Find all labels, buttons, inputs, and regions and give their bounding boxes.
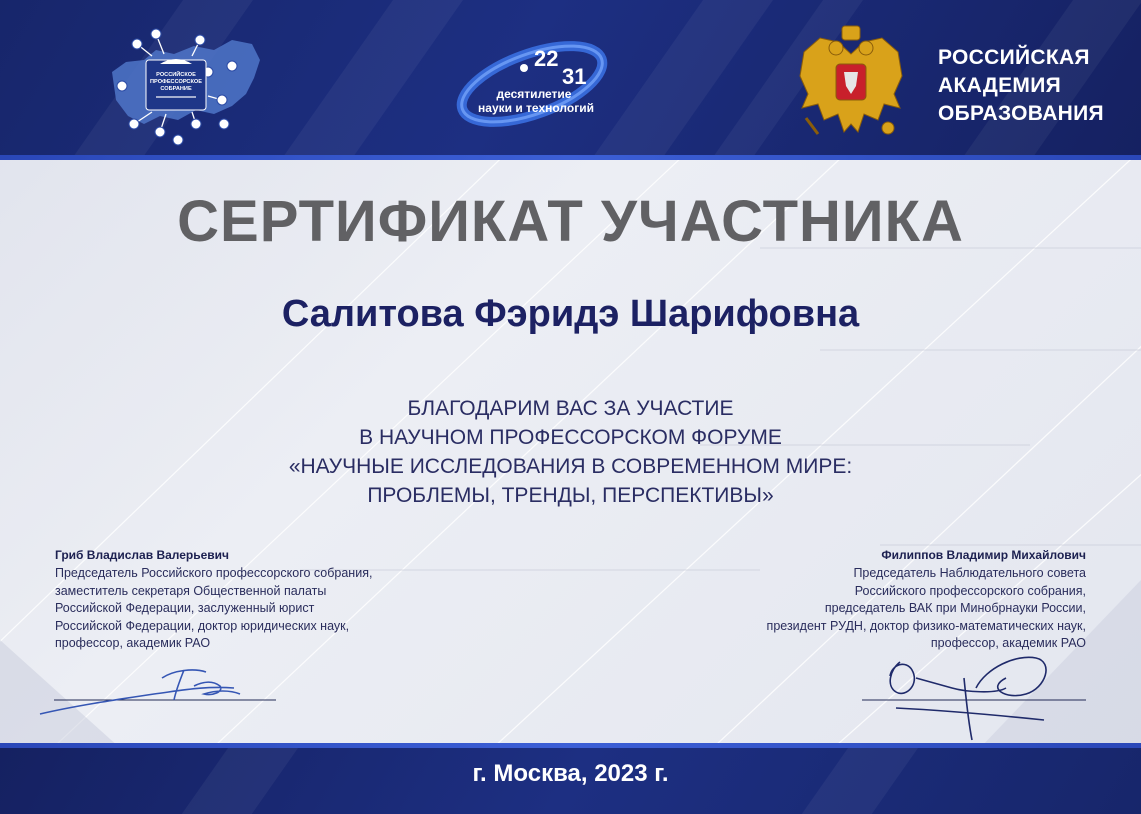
- svg-text:ПРОФЕССОРСКОЕ: ПРОФЕССОРСКОЕ: [150, 79, 202, 85]
- footer-band: [0, 748, 1141, 814]
- recipient-name: Салитова Фэридэ Шарифовна: [281, 293, 860, 335]
- description-line: профессор, академик РАО: [930, 636, 1086, 651]
- description-line: председатель ВАК при Минобрнауки России,: [824, 601, 1086, 616]
- right-signature: [856, 648, 1088, 744]
- svg-text:десятилетие: десятилетие: [496, 87, 572, 101]
- svg-text:22: 22: [534, 46, 559, 71]
- academy-name-line: РОССИЙСКАЯ: [938, 46, 1090, 69]
- description-line: Российской Федерации, заслуженный юрист: [55, 601, 315, 616]
- description-line: президент РУДН, доктор физико-математических наук,: [766, 618, 1086, 633]
- svg-text:РОССИЙСКОЕ: РОССИЙСКОЕ: [156, 72, 196, 78]
- left-signatory: [55, 548, 435, 653]
- description-line: Председатель Российского профессорского собрания,: [55, 566, 373, 580]
- left-signature: [34, 656, 284, 720]
- professors-assembly-logo: [104, 20, 264, 148]
- svg-text:СОБРАНИЕ: СОБРАНИЕ: [160, 86, 192, 92]
- academy-name: [938, 44, 1104, 128]
- description-line: профессор, академик РАО: [55, 636, 211, 651]
- thanks-line: БЛАГОДАРИМ ВАС ЗА УЧАСТИЕ: [407, 397, 734, 420]
- description-line: Российского профессорского собрания,: [854, 583, 1086, 598]
- thanks-text: [0, 394, 1141, 510]
- place-and-date: г. Москва, 2023 г.: [472, 760, 669, 787]
- academy-name-line: ОБРАЗОВАНИЯ: [938, 102, 1104, 125]
- right-signatory: [686, 548, 1086, 653]
- svg-text:31: 31: [562, 64, 587, 89]
- header-accent-line: [0, 155, 1141, 160]
- certificate-title: СЕРТИФИКАТ УЧАСТНИКА: [177, 189, 964, 254]
- thanks-line: В НАУЧНОМ ПРОФЕССОРСКОМ ФОРУМЕ: [359, 426, 782, 449]
- right-signatory-name: Филиппов Владимир Михайлович: [881, 548, 1086, 562]
- academy-name-line: АКАДЕМИЯ: [938, 74, 1061, 97]
- description-line: Российской Федерации, доктор юридических наук,: [55, 618, 350, 633]
- description-line: заместитель секретаря Общественной палаты: [55, 583, 327, 598]
- left-signatory-description: [55, 565, 435, 653]
- right-signatory-description: [686, 565, 1086, 653]
- decade-of-science-logo: [452, 30, 612, 138]
- svg-text:науки и технологий: науки и технологий: [478, 101, 594, 115]
- left-signatory-name: Гриб Владислав Валерьевич: [55, 548, 230, 562]
- description-line: Председатель Наблюдательного совета: [853, 566, 1086, 580]
- thanks-line: «НАУЧНЫЕ ИССЛЕДОВАНИЯ В СОВРЕМЕННОМ МИРЕ:: [288, 455, 853, 478]
- coat-of-arms-eagle-icon: [796, 24, 906, 142]
- thanks-line: ПРОБЛЕМЫ, ТРЕНДЫ, ПЕРСПЕКТИВЫ»: [367, 484, 774, 507]
